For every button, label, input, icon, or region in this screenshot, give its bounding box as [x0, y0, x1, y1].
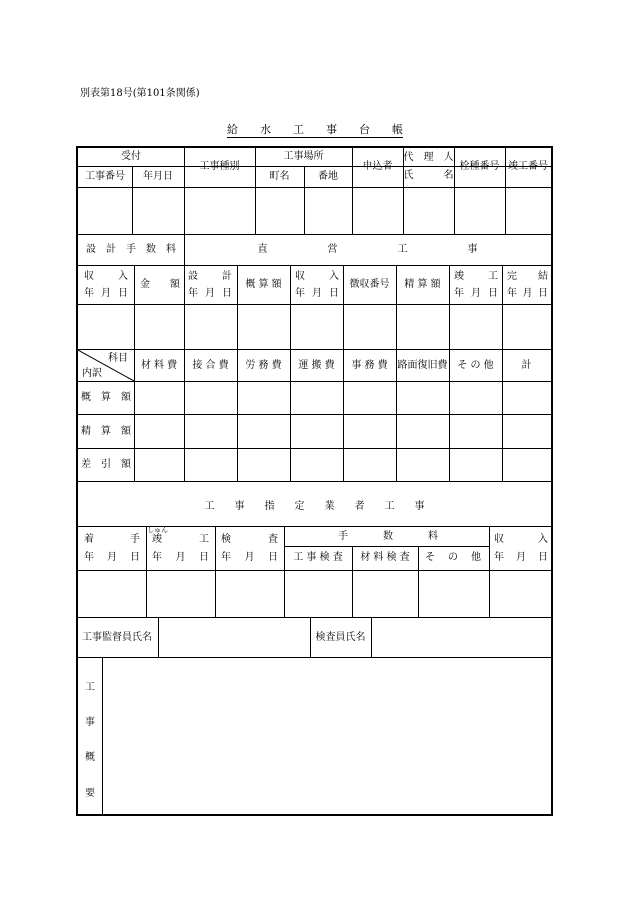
ch: 月	[516, 552, 526, 563]
ch: 収	[494, 534, 504, 545]
ch: 月	[205, 288, 215, 299]
ch: 年	[295, 288, 305, 299]
header-sonota: そ の 他	[457, 360, 494, 371]
ch: 年	[188, 288, 198, 299]
ch: 入	[329, 271, 339, 282]
h-nengappi	[152, 552, 209, 564]
ch: 年	[152, 552, 162, 563]
row-sashihiki-gaku: 差 引 額	[81, 459, 131, 470]
form-title-text: 給 水 工 事 台 帳	[227, 123, 403, 136]
ch: 月	[107, 552, 117, 563]
hline-sec3-bottom	[78, 481, 551, 482]
header-kei: 計	[521, 360, 532, 371]
vline	[102, 657, 103, 814]
hline	[255, 166, 352, 167]
ch: 日	[488, 288, 498, 299]
vline	[184, 265, 185, 349]
h-gaisan-gaku: 概 算 額	[245, 279, 282, 290]
ch: 日	[199, 552, 209, 563]
hline-row	[78, 448, 551, 449]
vline	[371, 617, 372, 657]
hline-sec4-head	[78, 570, 551, 571]
header-romen-fukkyu-hi: 路面復旧費	[397, 360, 448, 371]
ch: 月	[101, 288, 111, 299]
ch: 日	[130, 552, 140, 563]
vline	[449, 265, 450, 349]
header-romu-hi: 労 務 費	[245, 360, 282, 371]
header-moshikomisha: 申込者	[362, 161, 393, 172]
h-choshu-bango: 徴収番号	[349, 279, 390, 290]
ruby-shun: しゅん	[147, 526, 168, 534]
ch: 計	[222, 271, 232, 282]
vline	[290, 265, 291, 349]
ch: 数	[383, 531, 393, 542]
vline	[418, 546, 419, 617]
ch: 完	[507, 271, 517, 282]
form-title	[0, 121, 630, 137]
ch: 月	[471, 288, 481, 299]
ch: 手	[338, 531, 348, 542]
label-kamoku: 科目	[108, 353, 128, 364]
vline	[489, 526, 490, 617]
ch: 査	[268, 534, 278, 545]
ch: 料	[428, 531, 438, 542]
ch: 月	[312, 288, 322, 299]
vline	[396, 265, 397, 349]
h-nengappi	[507, 288, 548, 300]
h-kensa	[221, 534, 278, 546]
vline	[134, 265, 135, 349]
ch: 年	[494, 552, 504, 563]
ch: 日	[538, 552, 548, 563]
ch: 金	[140, 279, 150, 290]
ch: 年	[454, 288, 464, 299]
ch: 年	[221, 552, 231, 563]
header-dairinin-2: 氏 名	[403, 170, 454, 181]
vline	[237, 265, 238, 349]
h-kingaku	[140, 279, 180, 291]
ch: 収	[295, 271, 305, 282]
sekkei-tesuryo: 設 計 手 数 料	[86, 244, 176, 255]
h-nengappi	[84, 552, 140, 564]
header-dairinin-1: 代 理 人	[403, 152, 454, 163]
header-zairyo-hi: 材 料 費	[140, 360, 178, 371]
ch: 年	[84, 552, 94, 563]
header-setsugo-hi: 接 合 費	[192, 360, 229, 371]
h-nengappi	[295, 288, 339, 300]
hline-sec3-head	[78, 381, 551, 382]
ch: 入	[538, 534, 548, 545]
label-kantokuin: 工事監督員氏名	[82, 632, 152, 643]
hline-sec2-head	[78, 304, 551, 305]
diagonal-divider	[78, 148, 134, 388]
row-seisan-gaku: 精 算 額	[81, 426, 131, 437]
header-koji-shubetsu: 工事種別	[199, 161, 240, 172]
ch: 年	[84, 288, 94, 299]
ch: 日	[118, 288, 128, 299]
ch: そ	[425, 552, 435, 563]
h-nengappi	[494, 552, 548, 564]
header-chomei: 町名	[269, 171, 290, 182]
label-kensain: 検査員氏名	[315, 632, 366, 643]
ch: 月	[522, 288, 533, 299]
gaiyo-char-3: 概	[85, 752, 95, 763]
header-nengappi: 年月日	[143, 171, 173, 182]
vline	[343, 265, 344, 349]
h-sekkei	[188, 271, 232, 283]
header-koji-basho: 工事場所	[283, 151, 324, 162]
ch: 年	[507, 288, 517, 299]
hline-sec2-bottom	[78, 349, 551, 350]
h-shunko	[152, 534, 209, 546]
h-chakushu	[84, 534, 140, 546]
h-sonota	[425, 552, 481, 564]
ch: 工	[488, 271, 498, 282]
h-zairyo-kensa: 材 料 検 査	[360, 552, 410, 563]
label-uchiwake: 内訳	[82, 368, 102, 379]
header-senshu-bango: 栓種番号	[459, 161, 500, 172]
gaiyo-char-1: 工	[85, 682, 95, 693]
hline-sec1-bottom	[78, 234, 551, 235]
ch: 検	[221, 534, 231, 545]
ch: 日	[268, 552, 278, 563]
ch: 結	[538, 271, 548, 282]
hline-sec4-sub	[284, 546, 489, 547]
ch: 手	[130, 534, 140, 545]
h-kanketsu	[507, 271, 548, 283]
ch: 入	[118, 271, 128, 282]
header-banchi: 番地	[318, 171, 338, 182]
ch: の	[448, 552, 458, 563]
header-shunko-bango: 竣工番号	[508, 161, 548, 172]
h-shunyu	[494, 534, 548, 546]
h-tesuryo	[338, 531, 438, 543]
ledger-frame	[76, 146, 553, 816]
row-gaisan-gaku: 概 算 額	[81, 392, 131, 403]
h-nengappi	[188, 288, 232, 300]
vline	[502, 265, 503, 349]
ch: 月	[175, 552, 186, 563]
h-seisan-gaku: 精 算 額	[404, 279, 441, 290]
vline	[146, 526, 147, 617]
h-koji-kensa: 工 事 検 査	[293, 552, 343, 563]
hline-sec4-bottom	[78, 617, 551, 618]
ch: 日	[538, 288, 548, 299]
vline	[215, 526, 216, 617]
ch: 他	[471, 552, 481, 563]
gaiyo-char-2: 事	[85, 717, 95, 728]
chokuei-koji: 直 営 工 事	[257, 244, 478, 255]
ch: 竣	[152, 534, 162, 545]
h-nengappi	[454, 288, 498, 300]
shitei-gyosha-koji: 工 事 指 定 業 者 工 事	[204, 501, 425, 512]
header-koji-bango: 工事番号	[85, 171, 125, 182]
h-nengappi	[221, 552, 278, 564]
ch: 着	[84, 534, 94, 545]
vline	[284, 526, 285, 617]
vline	[158, 617, 159, 657]
gaiyo-char-4: 要	[85, 788, 95, 799]
hline-row	[78, 414, 551, 415]
hline-sec1-head	[78, 187, 551, 188]
ch: 竣	[454, 271, 464, 282]
ch: 月	[244, 552, 255, 563]
ch: 収	[84, 271, 94, 282]
header-uketsuke: 受付	[121, 151, 141, 162]
form-caption: 別表第18号(第101条関係)	[80, 88, 200, 99]
hline-sec2-title	[78, 265, 551, 266]
ch: 工	[199, 534, 209, 545]
hline-sec5	[78, 657, 551, 658]
ch: 日	[222, 288, 232, 299]
ch: 設	[188, 271, 198, 282]
header-unpan-hi: 運 搬 費	[298, 360, 335, 371]
header-jimu-hi: 事 務 費	[351, 360, 388, 371]
ch: 額	[170, 279, 180, 290]
h-shunyu-2	[295, 271, 339, 283]
h-shunko	[454, 271, 498, 283]
ch: 日	[329, 288, 339, 299]
